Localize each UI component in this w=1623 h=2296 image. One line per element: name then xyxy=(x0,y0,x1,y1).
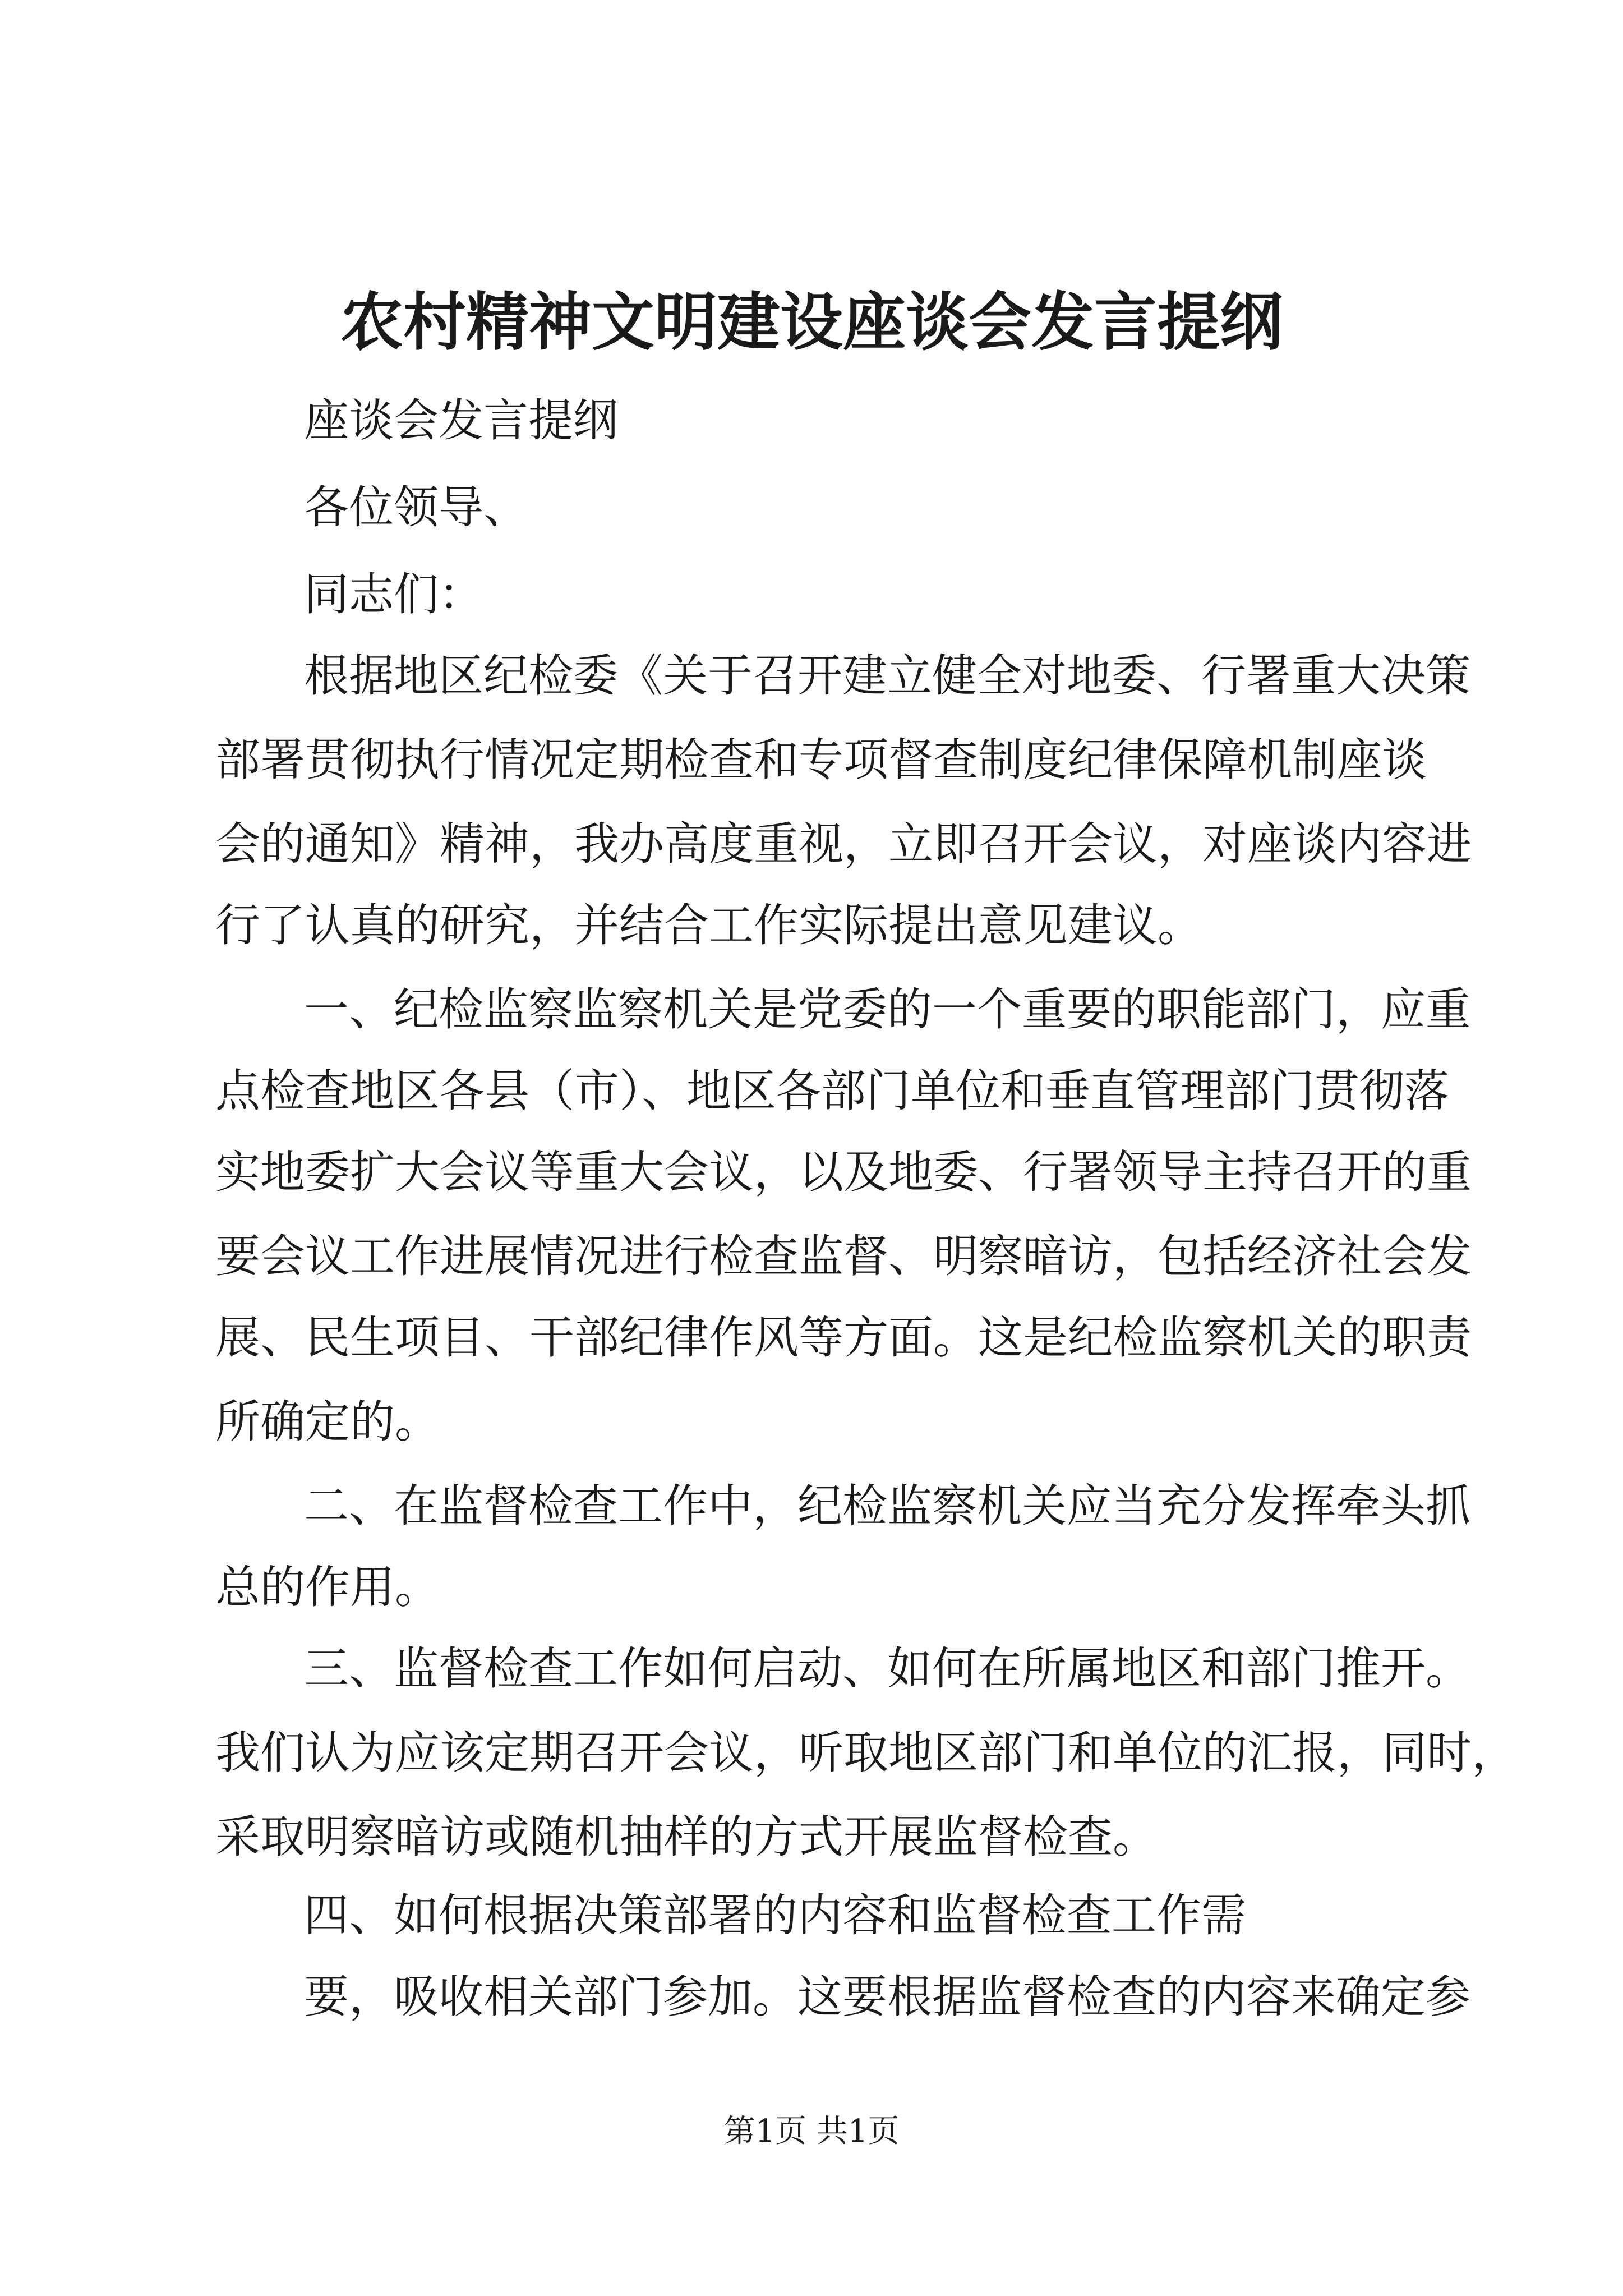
paragraph-line: 二、在监督检查工作中，纪检监察机关应当充分发挥牵头抓 xyxy=(304,1480,1470,1532)
paragraph-line: 三、监督检查工作如何启动、如何在所属地区和部门推开。 xyxy=(304,1642,1470,1695)
paragraph-line: 实地委扩大会议等重大会议，以及地委、行署领导主持召开的重 xyxy=(215,1146,1472,1198)
text-line-salutation: 各位领导、 xyxy=(304,481,528,533)
paragraph-line: 部署贯彻执行情况定期检查和专项督查制度纪律保障机制座谈 xyxy=(215,734,1427,786)
paragraph-line: 点检查地区各县（市）、地区各部门单位和垂直管理部门贯彻落 xyxy=(215,1065,1449,1117)
text-line-salutation: 同志们： xyxy=(304,568,483,620)
paragraph-line: 行了认真的研究，并结合工作实际提出意见建议。 xyxy=(215,899,1202,951)
paragraph-line: 四、如何根据决策部署的内容和监督检查工作需 xyxy=(304,1889,1246,1941)
paragraph-line: 采取明察暗访或随机抽样的方式开展监督检查。 xyxy=(215,1811,1158,1863)
paragraph-line: 展、民生项目、干部纪律作风等方面。这是纪检监察机关的职责 xyxy=(215,1312,1472,1364)
paragraph-line: 要会议工作进展情况进行检查监督、明察暗访，包括经济社会发 xyxy=(215,1230,1472,1282)
paragraph-line: 要，吸收相关部门参加。这要根据监督检查的内容来确定参 xyxy=(304,1971,1470,2023)
paragraph-line: 根据地区纪检委《关于召开建立健全对地委、行署重大决策 xyxy=(304,650,1470,702)
paragraph-line: 会的通知》精神，我办高度重视，立即召开会议，对座谈内容进 xyxy=(215,818,1472,870)
page-number-footer: 第1页 共1页 xyxy=(723,2113,900,2150)
paragraph-line: 总的作用。 xyxy=(215,1561,440,1613)
document-title: 农村精神文明建设座谈会发言提纲 xyxy=(340,286,1283,359)
paragraph-line: 所确定的。 xyxy=(215,1396,440,1448)
text-line-subtitle: 座谈会发言提纲 xyxy=(304,394,618,447)
paragraph-line: 我们认为应该定期召开会议，听取地区部门和单位的汇报，同时， xyxy=(215,1727,1516,1779)
paragraph-line: 一、纪检监察监察机关是党委的一个重要的职能部门，应重 xyxy=(304,983,1470,1036)
